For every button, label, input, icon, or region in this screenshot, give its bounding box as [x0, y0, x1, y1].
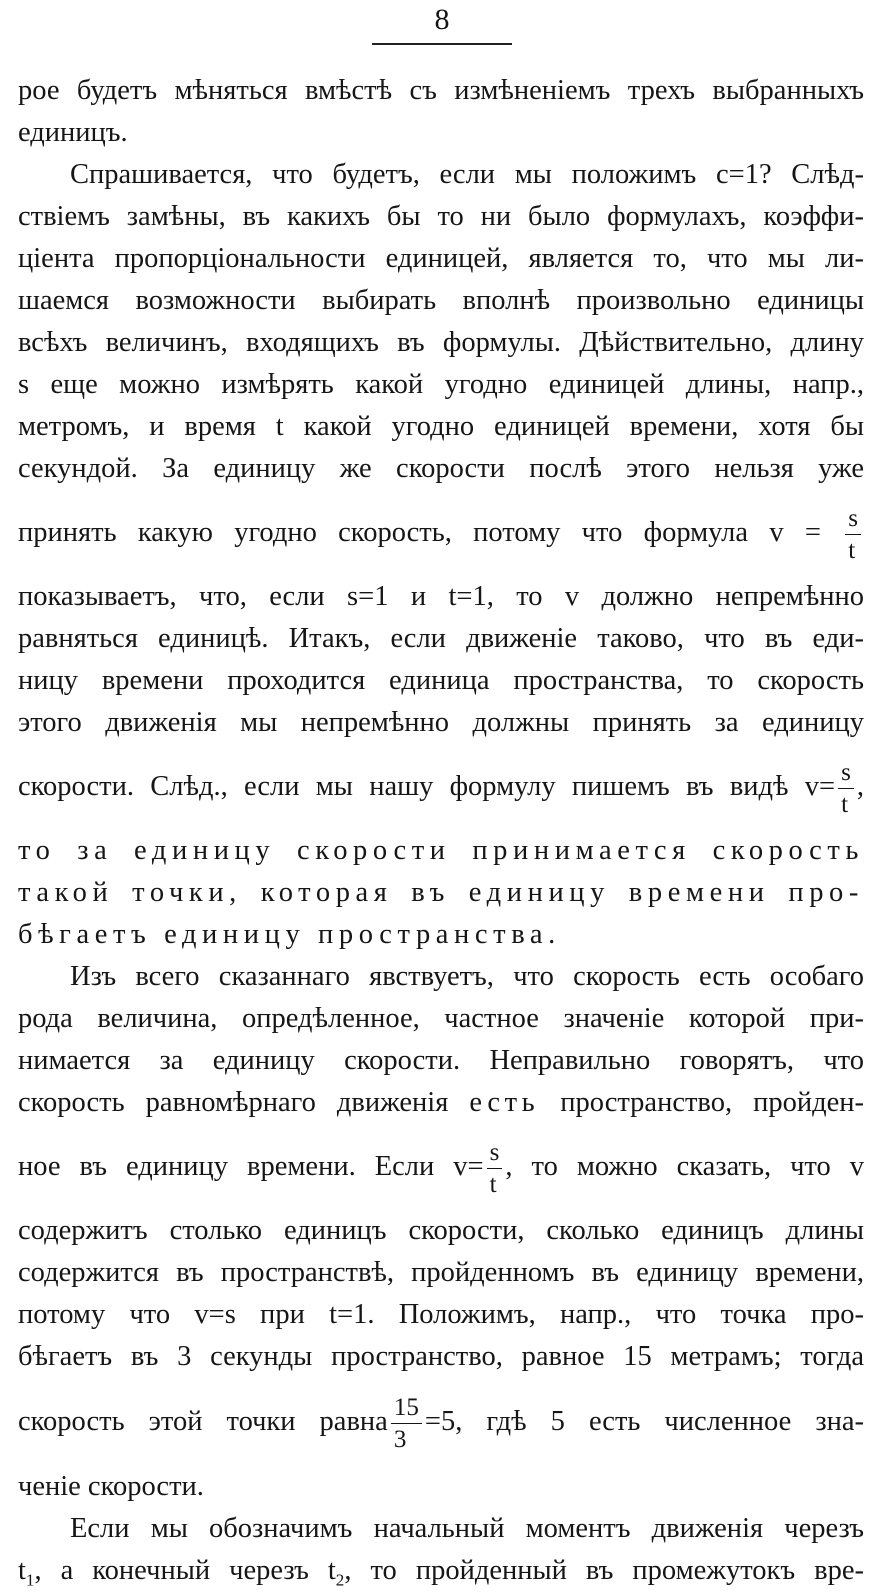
- text-line: содержитъ столько единицъ скорости, сколько единицъ длины: [18, 1215, 864, 1246]
- text-line: равняться единицѣ. Итакъ, если движеніе таково, что въ еди-: [18, 623, 864, 654]
- text-line: $t_1$, а конечный черезъ $t_2$, то пройденный въ промежутокъ вре-: [18, 1555, 865, 1590]
- text-line: бѣгаетъ въ 3 секунды пространство, равное 15 метрамъ; тогда: [18, 1341, 864, 1372]
- text-line: содержится въ пространствѣ, пройденномъ въ единицу времени,: [18, 1257, 864, 1288]
- text-line: единицъ.: [18, 117, 128, 148]
- fraction-s-over-t: $\frac{s}{t}$: [845, 506, 861, 563]
- body-text: [18, 70, 864, 1592]
- emphasized-word: есть: [469, 1087, 540, 1118]
- fraction-s-over-t: $\frac{s}{t}$: [838, 760, 854, 817]
- text-line: рода величина, опредѣленное, частное значеніе которой при-: [18, 1003, 864, 1034]
- fraction-s-over-t: $\frac{s}{t}$: [487, 1140, 503, 1197]
- text-line: скорость равномѣрнаго движенія есть пространство, пройден-: [18, 1087, 864, 1118]
- text-line: ствіемъ замѣны, въ какихъ бы то ни было формулахъ, коэффи-: [18, 201, 864, 232]
- text-line: Спрашивается, что будетъ, если мы положимъ c=1? Слѣд-: [70, 159, 864, 190]
- fraction-15-over-3: $\frac{15}{3}$: [391, 1395, 422, 1452]
- spaced-text-line: то за единицу скорости принимается скорость: [18, 835, 864, 866]
- text-line-with-formula: скорости. Слѣд., если мы нашу формулу пишемъ въ видѣ v= $\frac{s}{t}$ ,: [18, 758, 864, 818]
- text-line: s еще можно измѣрять какой угодно единицей длины, напр.,: [18, 369, 864, 400]
- text-line: рое будетъ мѣняться вмѣстѣ съ измѣненіемъ трехъ выбранныхъ: [18, 75, 864, 106]
- text-line: этого движенія мы непремѣнно должны принять за единицу: [18, 707, 864, 738]
- text-line: показываетъ, что, если s=1 и t=1, то v должно непремѣнно: [18, 581, 864, 612]
- text-line-with-formula: скорость этой точки равна $\frac{15}{3}$ =5, гдѣ 5 есть численное зна-: [18, 1393, 864, 1453]
- text-line: потому что v=s при t=1. Положимъ, напр., что точка про-: [18, 1299, 864, 1330]
- page-number: 8: [434, 3, 450, 36]
- text-line-with-formula: принять какую угодно скорость, потому что формула v = $\frac{s}{t}$: [18, 490, 864, 576]
- text-line: всѣхъ величинъ, входящихъ въ формулы. Дѣйствительно, длину: [18, 327, 864, 358]
- text-line: ціента пропорціональности единицей, является то, что мы ли-: [18, 243, 864, 274]
- text-line: ченіе скорости.: [18, 1471, 204, 1502]
- text-line: метромъ, и время t какой угодно единицей времени, хотя бы: [18, 411, 864, 442]
- text-line: шаемся возможности выбирать вполнѣ произвольно единицы: [18, 285, 864, 316]
- header-rule: [372, 43, 512, 45]
- text-line: Если мы обозначимъ начальный моментъ движенія черезъ: [70, 1513, 864, 1544]
- text-line-with-formula: ное въ единицу времени. Если v= $\frac{s}{t}$ , то можно сказать, что v: [18, 1138, 865, 1198]
- spaced-text-line: бѣгаетъ единицу пространства.: [18, 919, 561, 950]
- text-line: секундой. За единицу же скорости послѣ этого нельзя уже: [18, 453, 864, 484]
- text-line: ницу времени проходится единица пространства, то скорость: [18, 665, 864, 696]
- text-line: Изъ всего сказаннаго явствуетъ, что скорость есть особаго: [70, 961, 864, 992]
- text-line: нимается за единицу скорости. Неправильно говорятъ, что: [18, 1045, 864, 1076]
- spaced-text-line: такой точки, которая въ единицу времени про-: [18, 877, 864, 908]
